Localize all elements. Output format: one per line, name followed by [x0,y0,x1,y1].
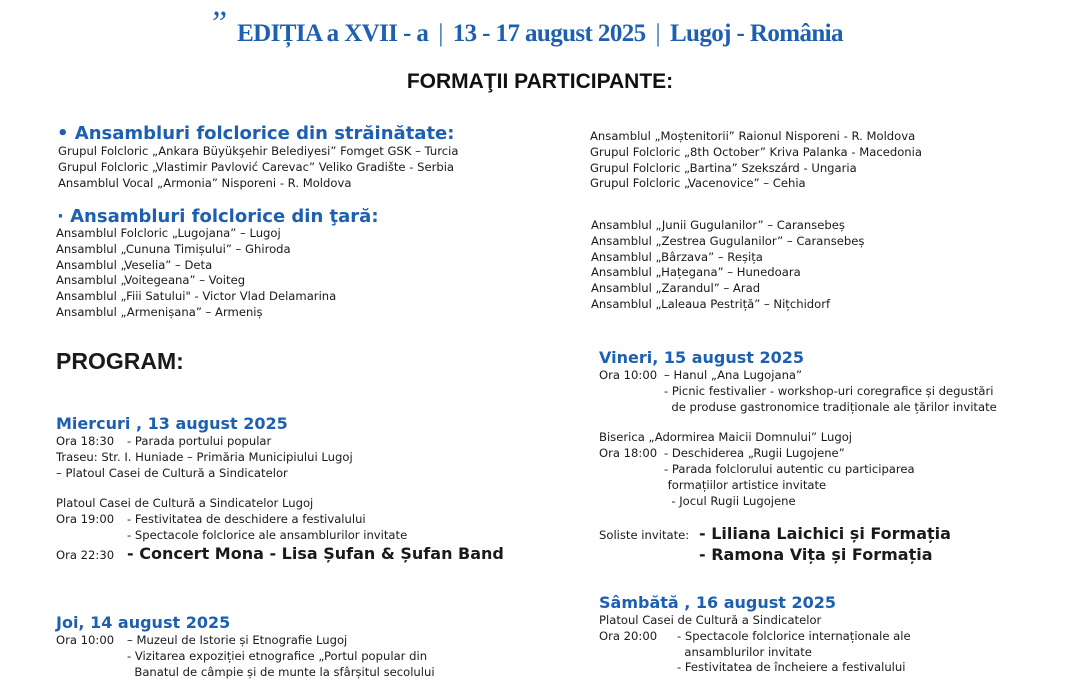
ensemble-list-item: Ansamblul „Voitegeana” – Voiteg [56,273,246,288]
entry-text: - Jocul Rugii Lugojene [664,493,796,508]
entry-text: – Muzeul de Istorie și Etnografie Lugoj [127,633,348,647]
entry-time [599,400,664,416]
spacer [599,415,997,430]
entry-text: ansamblurilor invitate [677,644,812,659]
entry-text: - Festivitatea de deschidere a festivalului [127,512,366,527]
ensemble-list-item: Ansamblul „Fiii Satului" - Victor Vlad Delamarina [56,289,337,304]
program-entry [599,446,997,462]
decorative-quote-mark: „ [212,0,231,23]
entry-text: - Parada portului popular [127,434,272,448]
festival-dates: 13 - 17 august 2025 [452,20,646,47]
entry-highlight: - Concert Mona - Lisa Șufan & Șufan Band [127,543,504,563]
entry-text: Biserica „Adormirea Maicii Domnului” Lugoj [599,430,853,445]
day-thursday [56,613,435,680]
entry-text: Banatul de câmpie și de munte la sfârșitul secolului [127,664,435,679]
day-heading: Vineri, 15 august 2025 [599,348,804,367]
entry-time: Ora 18:00 [599,446,658,461]
ensemble-list-item: Grupul Folcloric „Bartina” Szekszárd - Ungaria [590,160,857,175]
program-entry [56,633,435,649]
entry-text: - Picnic festivalier - workshop-uri coregrafice și degustări [664,383,994,398]
program-entry [56,434,504,450]
entry-text: Platoul Casei de Cultură a Sindicatelor [599,613,822,627]
program-entry [56,466,504,482]
entry-time [599,494,664,510]
entry-time: Soliste invitate: [599,528,693,543]
ensemble-list-item: Ansamblul „Junii Gugulanilor” – Caransebeș [591,218,845,232]
day-wednesday [56,414,504,565]
spacer [56,481,504,496]
ensemble-list-item: Grupul Folcloric „Vlastimir Pavlović Carevac” Veliko Gradište - Serbia [58,159,455,174]
edition-banner [0,20,1080,48]
entry-text: Platoul Casei de Cultură a Sindicatelor Lugoj [56,496,314,511]
day-heading: Sâmbătă , 16 august 2025 [599,593,837,612]
ensemble-list-item: Grupul Folcloric „8th October” Kriva Palanka - Macedonia [590,144,922,159]
participants-title: FORMAŢII PARTICIPANTE: [406,70,674,93]
entry-text: - Spectacole folclorice internaționale ale [677,628,911,643]
entry-time: Ora 18:30 [56,434,115,448]
program-entry [599,629,911,645]
program-entry [56,665,435,680]
domestic-ensembles-heading: · Ansambluri folclorice din ţară: [57,206,379,227]
entry-time [599,478,664,494]
ensemble-list-item: Ansamblul „Bârzava” – Reșița [591,249,763,264]
program-entry [599,478,997,494]
entry-time: Ora 19:00 [56,512,115,527]
program-entry [56,528,504,544]
day-heading: Joi, 14 august 2025 [56,613,231,632]
program-title: PROGRAM: [56,348,184,374]
program-entry [56,496,504,512]
entry-time [599,384,664,400]
entry-time [599,660,677,676]
ensemble-list-item: Ansamblul „Zarandul” – Arad [591,281,761,296]
entry-text: - Vizitarea expoziției etnografice „Portul popular din [127,648,428,663]
day-heading: Miercuri , 13 august 2025 [56,414,288,433]
edition-label: EDIȚIA a XVII - a [237,20,429,47]
entry-text: - Festivitatea de încheiere a festivalului [677,660,906,675]
entry-time: Ora 20:00 [599,628,658,643]
program-entry [599,368,997,384]
program-entry [599,524,997,545]
ensemble-list-item: Ansamblul „Zestrea Gugulanilor” – Caransebeș [591,233,865,248]
program-entry [56,512,504,528]
entry-highlight: - Ramona Vița și Formația [699,545,933,565]
entry-text: formațiilor artistice invitate [664,477,827,492]
ensemble-list-item: Ansamblul Folcloric „Lugojana” – Lugoj [56,226,281,240]
entry-text: Traseu: Str. I. Huniade – Primăria Municipiului Lugoj [56,449,353,464]
foreign-ensembles-heading: • Ansambluri folclorice din străinătate: [57,123,455,144]
entry-time [599,645,677,661]
program-entry [56,544,504,565]
program-entry [56,450,504,466]
entry-highlight: - Liliana Laichici și Formația [699,524,951,544]
ensemble-list-item: Grupul Folcloric „Ankara Büyükşehir Belediyesi” Fomget GSK – Turcia [58,144,459,158]
program-entry [599,462,997,478]
program-entry [56,649,435,665]
entry-time [56,528,127,544]
entry-text: - Parada folclorului autentic cu participarea [664,461,915,476]
ensemble-list-item: Ansamblul „Moștenitorii” Raionul Nisporeni - R. Moldova [590,129,916,143]
entry-time [56,665,127,680]
foreign-list-right [590,129,922,192]
ensemble-list-item: Ansamblul „Cununa Timișului” – Ghiroda [56,241,291,256]
domestic-list-left [56,226,336,321]
entry-time [599,462,664,478]
program-entry [599,660,911,676]
entry-time: Ora 10:00 [56,633,115,647]
foreign-list-left [58,144,458,191]
spacer [599,509,997,524]
ensemble-list-item: Ansamblul Vocal „Armonia” Nisporeni - R. Moldova [58,175,352,190]
program-entry [599,494,997,510]
ensemble-list-item: Ansamblul „Hațegana” – Hunedoara [591,265,801,280]
program-entry [599,430,997,446]
program-entry [599,613,911,629]
program-entry [599,384,997,400]
domestic-list-right [591,218,864,313]
entry-text: - Deschiderea „Rugii Lugojene” [664,446,845,461]
entry-time [56,649,127,665]
separator: | [655,20,660,47]
entry-text: - Spectacole folclorice ale ansamblurilor invitate [127,527,408,542]
ensemble-list-item: Ansamblul „Armenișana” – Armeniș [56,304,263,319]
program-entry [599,400,997,416]
day-saturday [599,593,911,676]
day-friday [599,348,997,566]
entry-time: Ora 10:00 [599,368,658,382]
entry-time: Ora 22:30 [56,547,115,562]
entry-text: – Platoul Casei de Cultură a Sindicatelor [56,465,288,480]
entry-text: de produse gastronomice tradiționale ale țărilor invitate [664,399,997,414]
ensemble-list-item: Grupul Folcloric „Vacenovice” – Cehia [590,176,806,191]
ensemble-list-item: Ansamblul „Veselia” – Deta [56,257,213,272]
separator: | [438,20,443,47]
program-entry [599,545,997,566]
entry-text: – Hanul „Ana Lugojana” [664,368,803,382]
program-entry [599,645,911,661]
ensemble-list-item: Ansamblul „Laleaua Pestriță” – Nițchidorf [591,296,831,311]
festival-location: Lugoj - România [669,20,843,47]
